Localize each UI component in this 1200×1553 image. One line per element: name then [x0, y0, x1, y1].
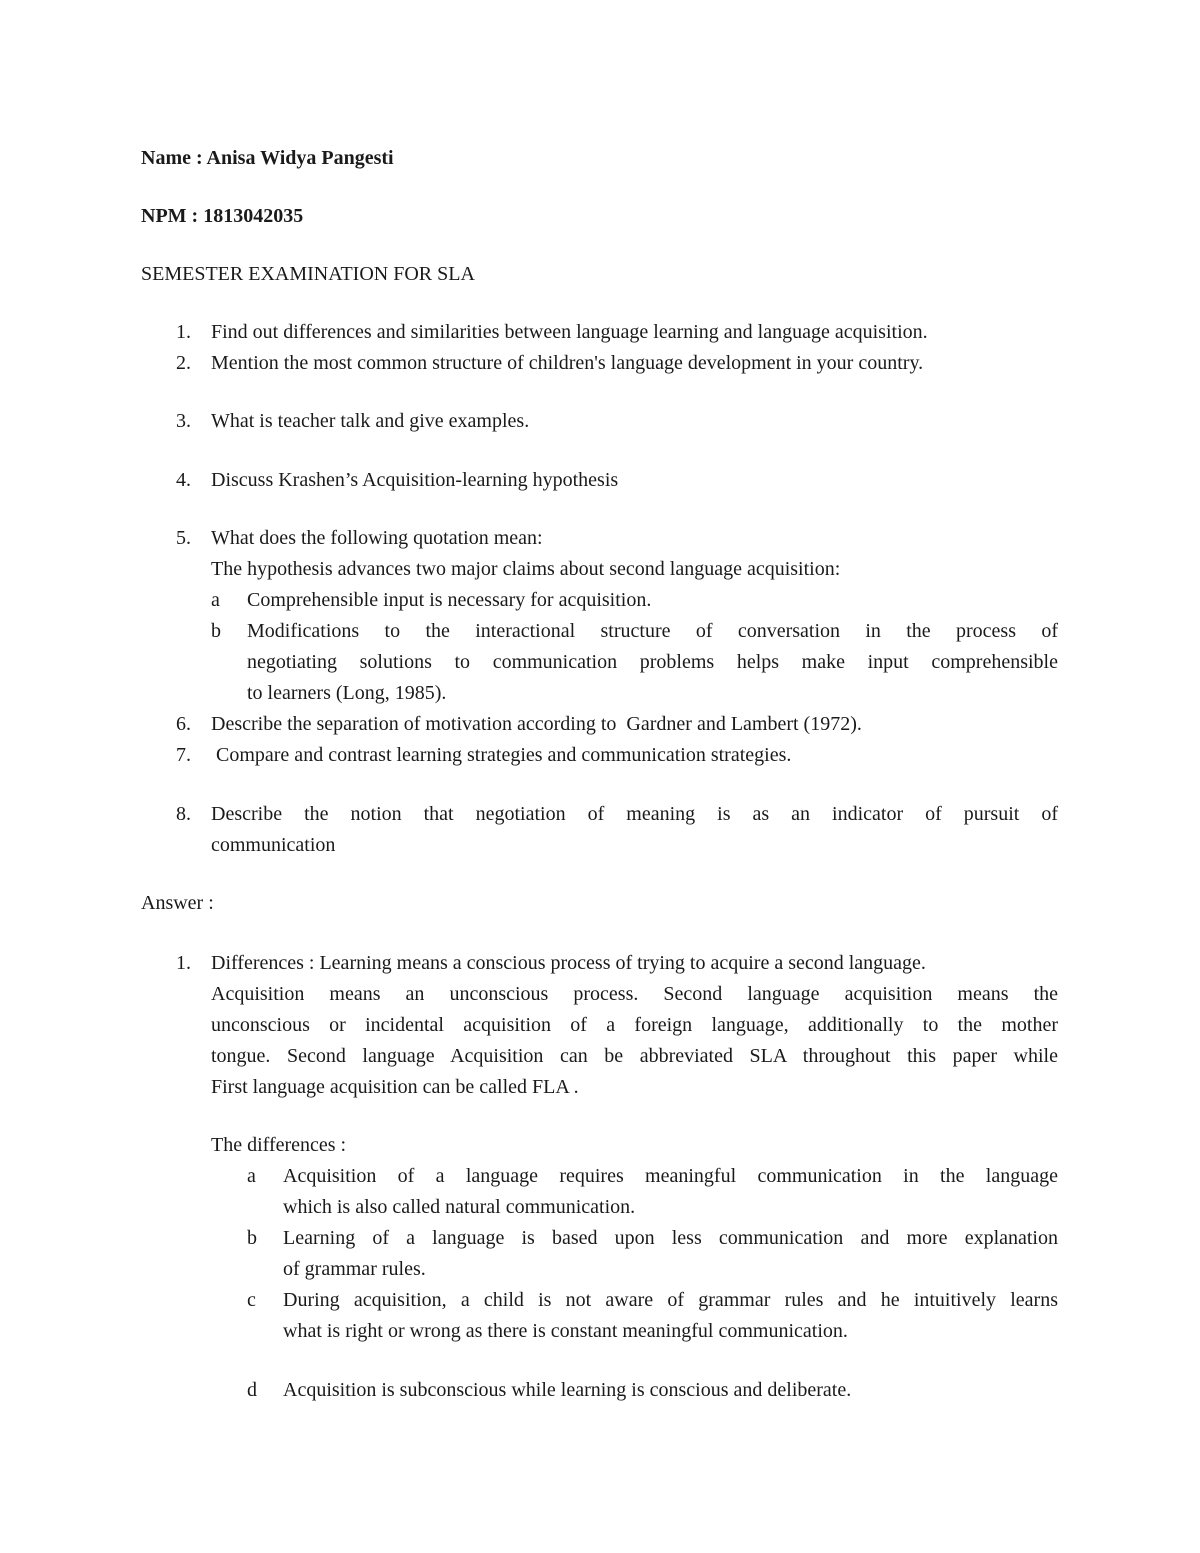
list-letter: b [247, 1227, 257, 1249]
answer-paragraph: tongue. Second language Acquisition can be abbreviated SLA throughout this paper while [211, 1045, 1058, 1067]
question-text: Describe the separation of motivation according to Gardner and Lambert (1972). [211, 713, 862, 735]
difference-item: During acquisition, a child is not aware of grammar rules and he intuitively learns [283, 1289, 1058, 1311]
difference-item: Acquisition is subconscious while learning is conscious and deliberate. [283, 1379, 852, 1401]
question-text: Mention the most common structure of children's language development in your country. [211, 352, 924, 374]
question-text: Find out differences and similarities between language learning and language acquisition. [211, 321, 928, 343]
question-number: 8. [176, 803, 191, 825]
question-number: 7. [176, 744, 191, 766]
student-name: Name : Anisa Widya Pangesti [141, 147, 394, 169]
list-letter: a [247, 1165, 256, 1187]
question-number: 4. [176, 469, 191, 491]
question-text: What does the following quotation mean: [211, 527, 543, 549]
difference-item-continued: which is also called natural communication. [283, 1196, 636, 1218]
differences-heading: The differences : [211, 1134, 347, 1156]
list-letter: a [211, 589, 220, 611]
answer-heading: Answer : [141, 892, 214, 914]
question-number: 1. [176, 321, 191, 343]
answer-number: 1. [176, 952, 191, 974]
question-text: Compare and contrast learning strategies and communication strategies. [211, 744, 792, 766]
question-number: 6. [176, 713, 191, 735]
list-letter: d [247, 1379, 257, 1401]
quotation-item-continued: negotiating solutions to communication problems helps make input comprehensible [247, 651, 1058, 673]
exam-title: SEMESTER EXAMINATION FOR SLA [141, 263, 475, 285]
answer-paragraph: Differences : Learning means a conscious process of trying to acquire a second language. [211, 952, 926, 974]
difference-item-continued: of grammar rules. [283, 1258, 426, 1280]
question-text: Discuss Krashen’s Acquisition-learning hypothesis [211, 469, 619, 491]
question-text-continued: communication [211, 834, 336, 856]
list-letter: b [211, 620, 221, 642]
question-number: 2. [176, 352, 191, 374]
question-number: 3. [176, 410, 191, 432]
answer-paragraph: unconscious or incidental acquisition of a foreign language, additionally to the mother [211, 1014, 1058, 1036]
quotation-intro: The hypothesis advances two major claims about second language acquisition: [211, 558, 841, 580]
student-npm: NPM : 1813042035 [141, 205, 304, 227]
answer-paragraph: First language acquisition can be called FLA . [211, 1076, 579, 1098]
question-number: 5. [176, 527, 191, 549]
list-letter: c [247, 1289, 256, 1311]
answer-paragraph: Acquisition means an unconscious process. Second language acquisition means the [211, 983, 1058, 1005]
quotation-item: Modifications to the interactional structure of conversation in the process of [247, 620, 1058, 642]
question-text: What is teacher talk and give examples. [211, 410, 530, 432]
difference-item: Acquisition of a language requires meaningful communication in the language [283, 1165, 1058, 1187]
quotation-item: Comprehensible input is necessary for acquisition. [247, 589, 652, 611]
question-text: Describe the notion that negotiation of meaning is as an indicator of pursuit of [211, 803, 1058, 825]
difference-item: Learning of a language is based upon less communication and more explanation [283, 1227, 1058, 1249]
difference-item-continued: what is right or wrong as there is constant meaningful communication. [283, 1320, 848, 1342]
quotation-item-continued: to learners (Long, 1985). [247, 682, 447, 704]
